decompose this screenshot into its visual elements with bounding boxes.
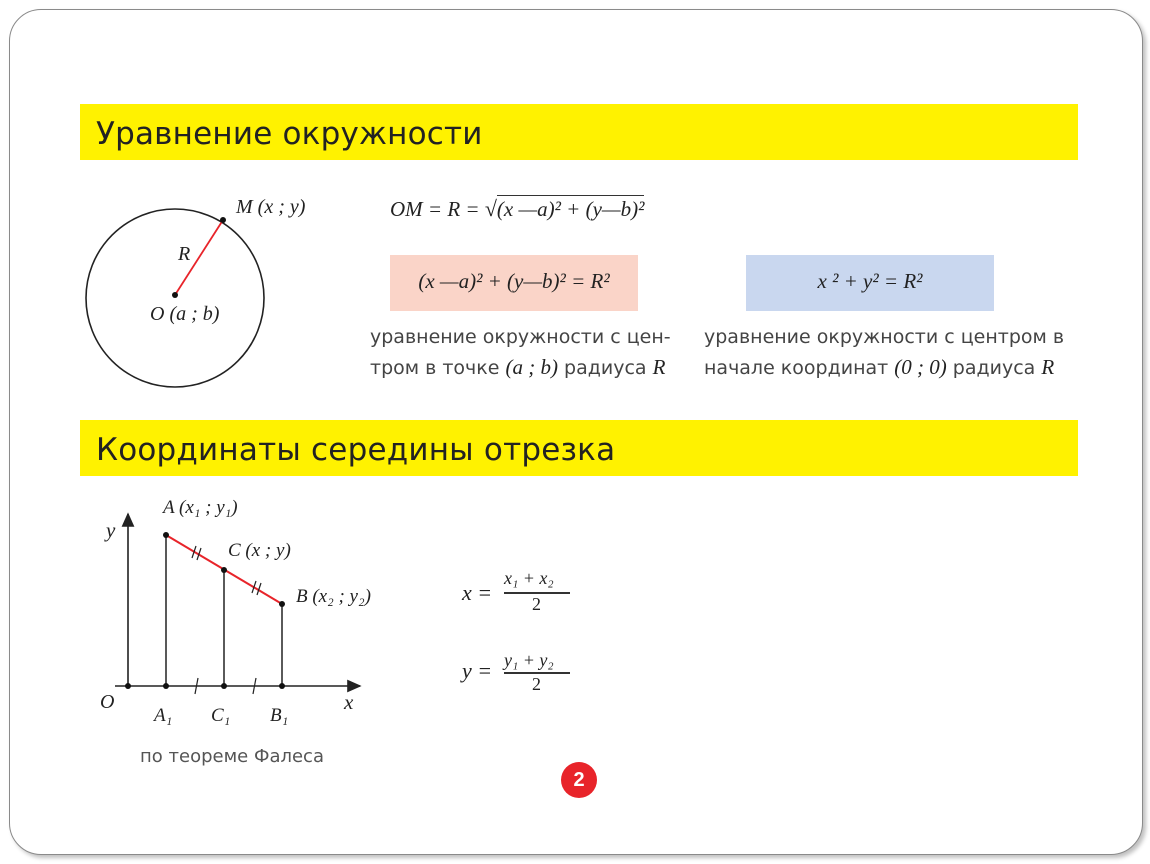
tick-b1-label: B₁ [270,705,289,726]
center-point [172,292,178,298]
formula-midpoint-x [462,568,582,618]
thales-caption: по теореме Фалеса [140,746,324,767]
x-axis-label: x [344,690,354,714]
point-m-label: M (x ; y) [236,196,306,218]
point-c [221,567,227,573]
formula-box-origin [746,255,994,311]
formula-y-numerator: y₁ + y₂ [504,650,554,670]
formula-general: (x —a)² + (y—b)² = R² [418,269,610,293]
distance-formula [390,196,644,222]
formula-midpoint-y [462,650,582,700]
point-m [220,217,226,223]
tick-c1-label: C₁ [211,705,231,726]
midpoint-diagram [95,500,375,720]
description-origin [704,322,1064,383]
description-origin-line2: начале координат (0 ; 0) радиуса R [704,355,1055,379]
distance-formula-radicand: (x —a)² + (y—b)² [496,197,645,221]
tick-a1-label: A₁ [154,705,173,726]
formula-x-denominator: 2 [532,594,541,614]
center-label: O (a ; b) [150,303,220,325]
formula-y-lhs: y = [462,658,493,683]
formula-origin: x ² + y² = R² [817,269,923,293]
point-a1 [163,683,169,689]
point-c1 [221,683,227,689]
distance-formula-prefix: OM = R = [390,197,485,221]
point-a-label: A (x₁ ; y₁) [163,497,238,518]
description-origin-line1: уравнение окружности с центром в [704,326,1065,348]
formula-x-lhs: x = [462,580,493,605]
origin-label: O [100,691,115,713]
section-header-circle-equation [80,104,1078,160]
section-header-midpoint [80,420,1078,476]
description-general-line2: тром в точке (a ; b) радиуса R [370,355,666,379]
description-general-line1: уравнение окружности с цен- [370,326,671,348]
sqrt-icon: √ [484,196,497,221]
origin-point [125,683,131,689]
point-b-label: B (x₂ ; y₂) [296,586,371,607]
point-b1 [279,683,285,689]
formula-box-general [390,255,638,311]
section-title: Уравнение окружности [96,116,483,152]
y-axis-label: y [106,518,116,542]
point-a [163,532,169,538]
formula-x-numerator: x₁ + x₂ [504,568,554,588]
formula-y-denominator: 2 [532,674,541,694]
point-c-label: C (x ; y) [228,540,291,561]
point-b [279,601,285,607]
page-number-badge: 2 [561,762,597,798]
description-general [370,322,671,383]
section-title: Координаты середины отрезка [96,432,616,468]
radius-label: R [178,243,191,265]
